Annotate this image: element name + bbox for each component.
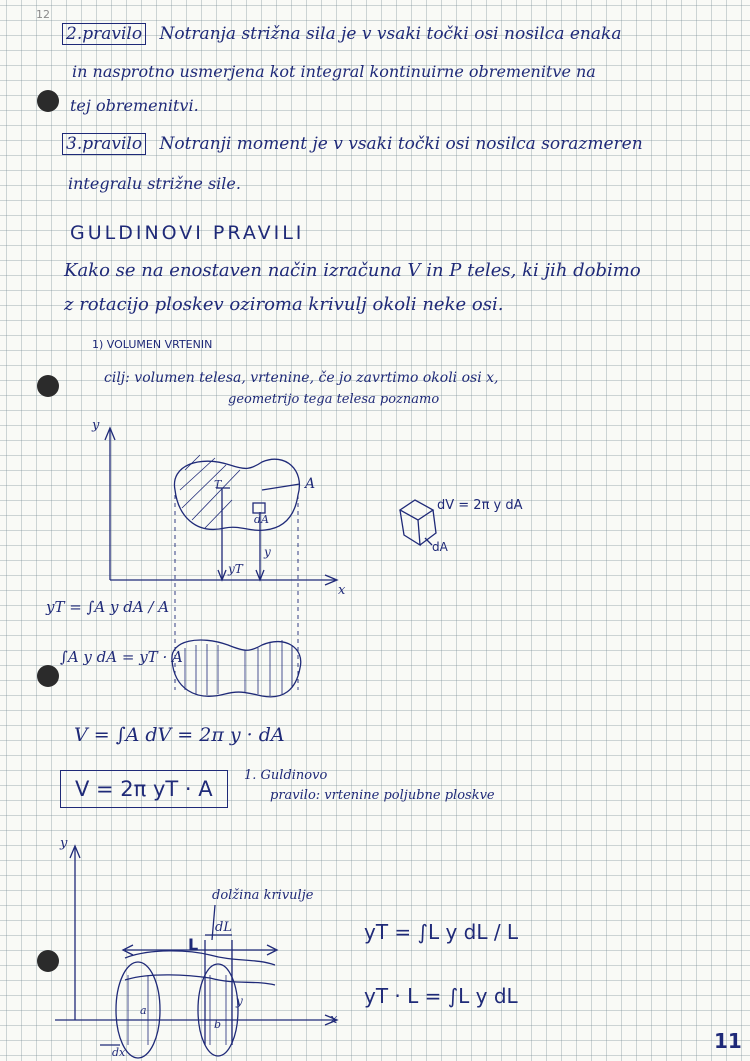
rule2-line1: Notranja strižna sila je v vsaki točki osi nosilca enaka [159,24,622,44]
d1-y-label: y [264,545,271,559]
rule2-line3: tej obremenitvi. [70,96,199,115]
section1-goal1: cilj: volumen telesa, vrtenine, če jo zavrtimo okoli osi x, [104,370,499,386]
d1-area-label: A [305,476,316,492]
rule3-line1: Notranji moment je v vsaki točki osi nosilca sorazmeren [159,134,643,154]
d1-yt-label: yT [228,562,243,576]
d2-curve-label: dolžina krivulje [212,888,314,903]
guldin1-desc: pravilo: vrtenine poljubne ploskve [270,788,495,803]
f2-yt-eq: yT = ∫L y dL / L [364,920,519,944]
d2-dl-label: dL [215,920,232,935]
rule3-line2: integralu strižne sile. [68,174,241,193]
f1-v-boxed: V = 2π yT · A [60,770,228,808]
d2-curve-lower [125,975,275,985]
d2-dx-label: dx [112,1046,126,1059]
rule3-label: 3.pravilo [62,133,146,155]
f2-yt-l-eq: yT · L = ∫L y dL [364,984,518,1008]
section1-goal2: geometrijo tega telesa poznamo [228,392,440,407]
guldin1-title: 1. Guldinovo [244,768,328,783]
rule2-line2: in nasprotno usmerjena kot integral kontinuirne obremenitve na [72,62,596,81]
d1-dv-formula: dV = 2π y dA [437,498,523,513]
d1-y-axis-label: y [92,418,100,433]
corner-mark: 12 [36,8,50,21]
d1-dv-da-label: dA [432,540,448,554]
page-heading: GULDINOVI PRAVILI [70,222,305,244]
d2-curve [125,951,275,965]
f1-yt-eq: yT = ∫A y dA / A [46,598,170,616]
f1-yda-eq: ∫A y dA = yT · A [60,648,183,666]
d2-y-axis-label: y [60,836,68,851]
d2-a-label: a [140,1004,147,1017]
intro-line1: Kako se na enostaven način izračuna V in P teles, ki jih dobimo [64,260,641,281]
section1-title: 1) VOLUMEN VRTENIN [92,338,213,351]
rule2-label: 2.pravilo [62,23,146,45]
intro-line2: z rotacijo ploskev oziroma krivulj okoli neke osi. [64,294,504,315]
d2-x-axis-label: x [330,1012,338,1027]
d2-b-label: b [214,1018,222,1031]
d2-y-label: y [236,994,243,1008]
f1-v-eq: V = ∫A dV = 2π y · dA [74,724,285,746]
d2-l-label: L [188,935,199,954]
d1-da-label: dA [254,513,269,526]
d1-t-label: T [214,478,222,491]
d1-x-axis-label: x [338,583,346,598]
page-number: 11 [714,1029,742,1053]
